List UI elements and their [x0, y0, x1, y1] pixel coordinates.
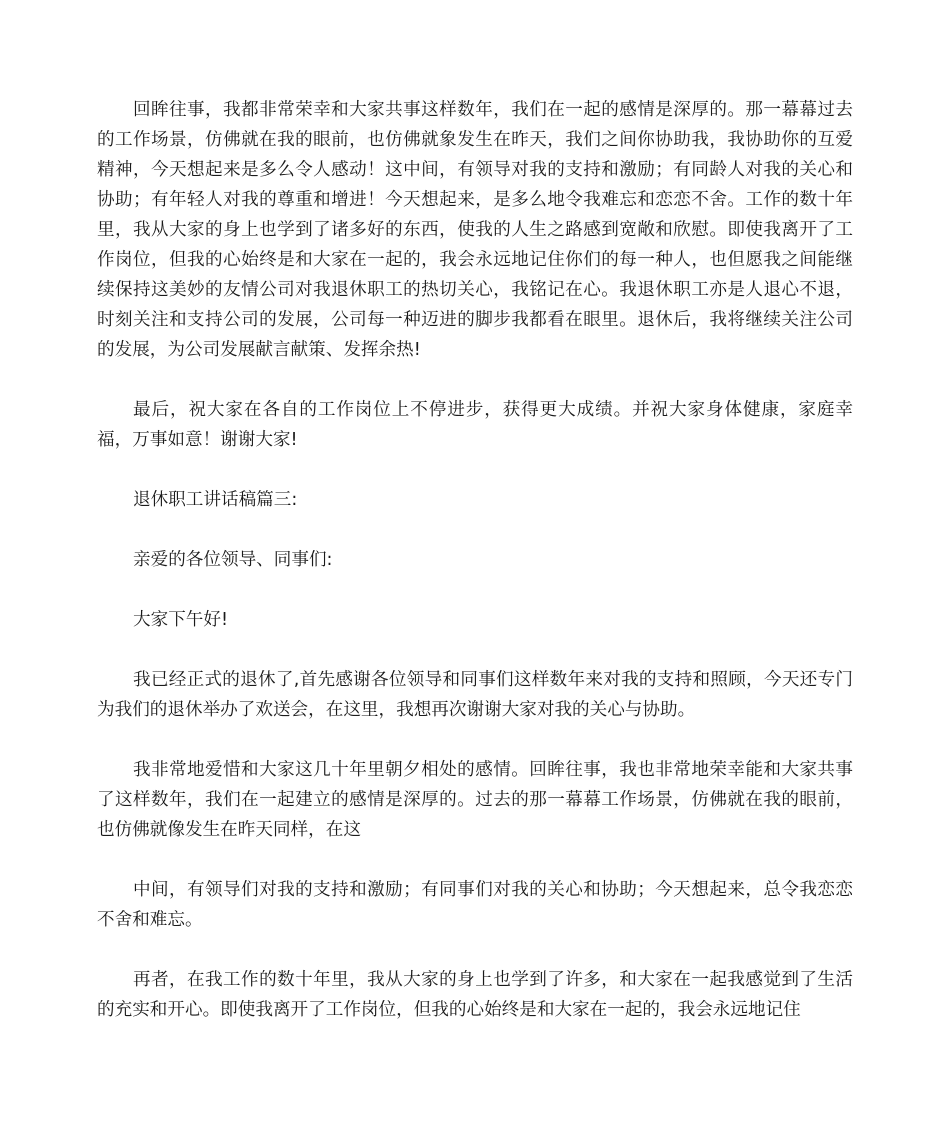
paragraph-8: 中间，有领导们对我的支持和激励；有同事们对我的关心和协助；今天想起来，总令我恋恋不舍和难忘。 — [97, 880, 853, 930]
paragraph-2: 最后，祝大家在各自的工作岗位上不停进步，获得更大成绩。并祝大家身体健康，家庭幸福，万事如意！谢谢大家! — [97, 400, 853, 450]
paragraph-9: 再者，在我工作的数十年里，我从大家的身上也学到了许多，和大家在一起我感觉到了生活的充实和开心。即使我离开了工作岗位，但我的心始终是和大家在一起的，我会永远地记住 — [97, 970, 853, 1020]
section-heading: 退休职工讲话稿篇三: — [133, 490, 298, 510]
greeting: 大家下午好! — [133, 610, 229, 630]
paragraph-7: 我非常地爱惜和大家这几十年里朝夕相处的感情。回眸往事，我也非常地荣幸能和大家共事了这样数年，我们在一起建立的感情是深厚的。过去的那一幕幕工作场景，仿佛就在我的眼前，也仿佛就像发生在昨天同样，在这 — [97, 760, 853, 840]
paragraph-6: 我已经正式的退休了,首先感谢各位领导和同事们这样数年来对我的支持和照顾，今天还专门为我们的退休举办了欢送会，在这里，我想再次谢谢大家对我的关心与协助。 — [97, 670, 853, 720]
salutation: 亲爱的各位领导、同事们: — [133, 550, 333, 570]
paragraph-1: 回眸往事，我都非常荣幸和大家共事这样数年，我们在一起的感情是深厚的。那一幕幕过去的工作场景，仿佛就在我的眼前，也仿佛就象发生在昨天，我们之间你协助我，我协助你的互爱精神，今天想起来是多么令人感动！这中间，有领导对我的支持和激励；有同龄人对我的关心和协助；有年轻人对我的尊重和增进！今天想起来，是多么地令我难忘和恋恋不舍。工作的数十年里，我从大家的身上也学到了诸多好的东西，使我的人生之路感到宽敞和欣慰。即使我离开了工作岗位，但我的心始终是和大家在一起的，我会永远地记住你们的每一种人，也但愿我之间能继续保持这美妙的友情公司对我退休职工的热切关心，我铭记在心。我退休职工亦是人退心不退，时刻关注和支持公司的发展，公司每一种迈进的脚步我都看在眼里。退休后，我将继续关注公司的发展，为公司发展献言献策、发挥余热! — [97, 100, 853, 360]
